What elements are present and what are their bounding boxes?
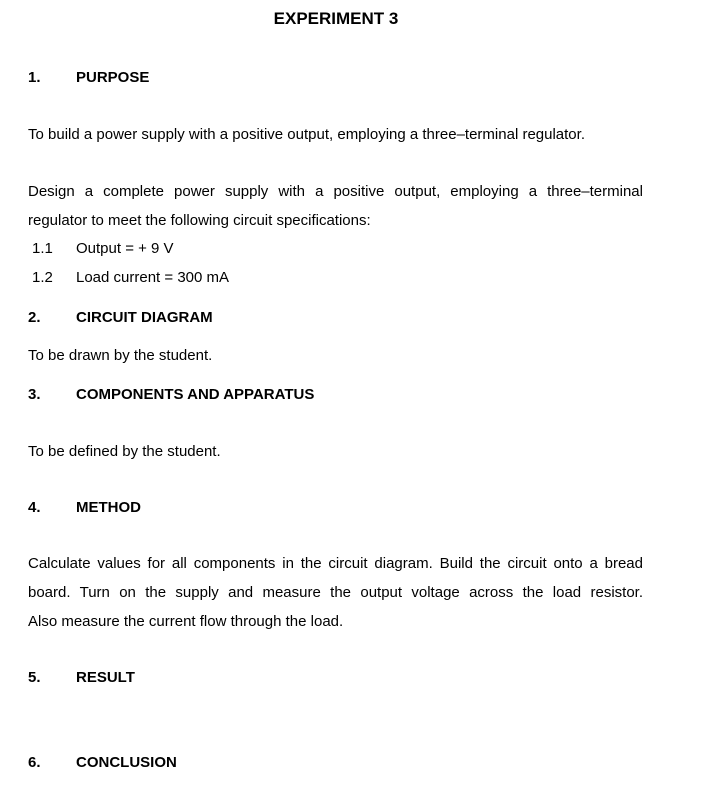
page-title: EXPERIMENT 3 [273,9,399,28]
section-title: RESULT [76,669,135,686]
spec-item [32,241,432,259]
section-number: 5. [28,669,41,686]
section-number: 2. [28,309,41,326]
spec-item [32,270,432,288]
method-line-3: Also measure the current flow through the load. [28,613,344,630]
spec-number: 1.2 [32,269,53,286]
section-title: CONCLUSION [76,754,177,771]
design-line-2: regulator to meet the following circuit specifications: [28,212,371,229]
section-number: 6. [28,754,41,771]
section-heading-purpose [28,70,528,88]
section-title: METHOD [76,499,141,516]
section-heading-conclusion [28,755,528,773]
section-number: 3. [28,386,41,403]
section-heading-circuit-diagram [28,310,528,328]
spec-text: Load current = 300 mA [76,269,230,286]
components-note: To be defined by the student. [28,443,221,460]
purpose-statement: To build a power supply with a positive output, employing a three–terminal regulator. [28,126,585,143]
spec-number: 1.1 [32,240,53,257]
spec-text: Output = + 9 V [76,240,174,257]
section-title: PURPOSE [76,69,150,86]
section-title: CIRCUIT DIAGRAM [76,309,213,326]
design-line-1: Design a complete power supply with a positive output, employing a three–terminal [28,183,643,200]
method-line-2: board. Turn on the supply and measure the output voltage across the load resistor. [28,584,643,601]
section-number: 4. [28,499,41,516]
section-heading-result [28,670,528,688]
section-heading-components [28,387,528,405]
section-number: 1. [28,69,41,86]
method-line-1: Calculate values for all components in the circuit diagram. Build the circuit onto a bread [28,555,643,572]
circuit-diagram-note: To be drawn by the student. [28,347,213,364]
section-title: COMPONENTS AND APPARATUS [76,386,315,403]
section-heading-method [28,500,528,518]
